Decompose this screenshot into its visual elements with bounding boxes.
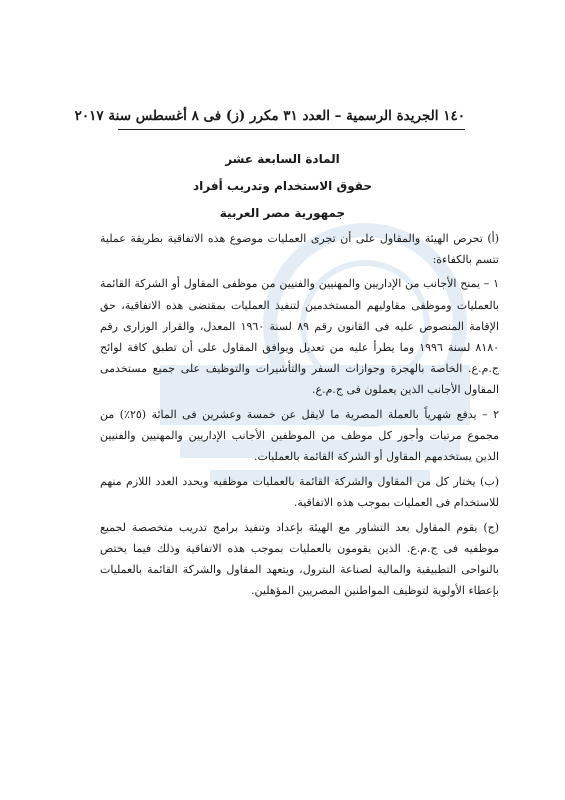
country-heading: جمهورية مصر العربية <box>219 206 346 220</box>
paragraph-a: (أ) تحرص الهيئة والمقاول على أن تجرى العمليات موضوع هذه الاتفاقية بطريقة عملية تتسم بالكفاءة: <box>100 232 499 267</box>
paragraph-c: (ج) يقوم المقاول بعد التشاور مع الهيئة بإعداد وتنفيذ برامج تدريب متخصصة لجميع موظفيه فى ج.م.ع. الذين يقومون بالعمليات بموجب هذه الاتفاقية وذلك فيما يختص بالنواحى التطبيقية والمالية لصناعة البترول، ويتعهد المقاول والشركة القائمة بالعمليات بإعطاء الأولوية لتوظيف المواطنين المصريين المؤهلين. <box>100 520 499 598</box>
paragraph-a-item-1: ١ – يمنح الأجانب من الإداريين والمهنيين والفنيين من موظفى المقاول أو الشركة القائمة بالعمليات وموظفى مقاوليهم المستخدمين لتنفيذ العمليات بمقتضى هذه الاتفاقية، حق الإقامة المنصوص عليه فى القانون رقم ٨٩ لسنة ١٩٦٠ المعدل، والقرار الوزارى رقم ٨١٨٠ لسنة ١٩٩٦ وما يطرأ عليه من تعديل ويوافق المقاول على أن تطبق كافة لوائح ج.م.ع. الخاصة بالهجرة وجوازات السفر والتأشيرات والتوظيف على جميع مستخدمى المقاول الأجانب الذين يعملون فى ج.م.ع. <box>100 277 500 397</box>
paragraph-a-item-2: ٢ – يدفع شهرياً بالعملة المصرية ما لايقل عن خمسة وعشرين فى المائة (٢٥٪) من مجموع مرتبات وأجور كل موظف من الموظفين الأجانب الإداريين والمهنيين والفنيين الذين يستخدمهم المقاول أو الشركة القائمة بالعمليات. <box>100 407 499 464</box>
header-divider <box>118 129 465 130</box>
article-subtitle: حقوق الاستخدام وتدريب أفراد <box>192 179 373 193</box>
paragraph-b: (ب) يختار كل من المقاول والشركة القائمة بالعمليات موظفيه ويحدد العدد اللازم منهم للاستخدام فى العمليات بموجب هذه الاتفاقية. <box>100 475 499 510</box>
gazette-header: ١٤٠ الجريدة الرسمية – العدد ٣١ مكرر (ز) فى ٨ أغسطس سنة ٢٠١٧ <box>74 108 465 124</box>
article-title: المادة السابعة عشر <box>225 152 340 166</box>
article-body <box>100 228 499 604</box>
